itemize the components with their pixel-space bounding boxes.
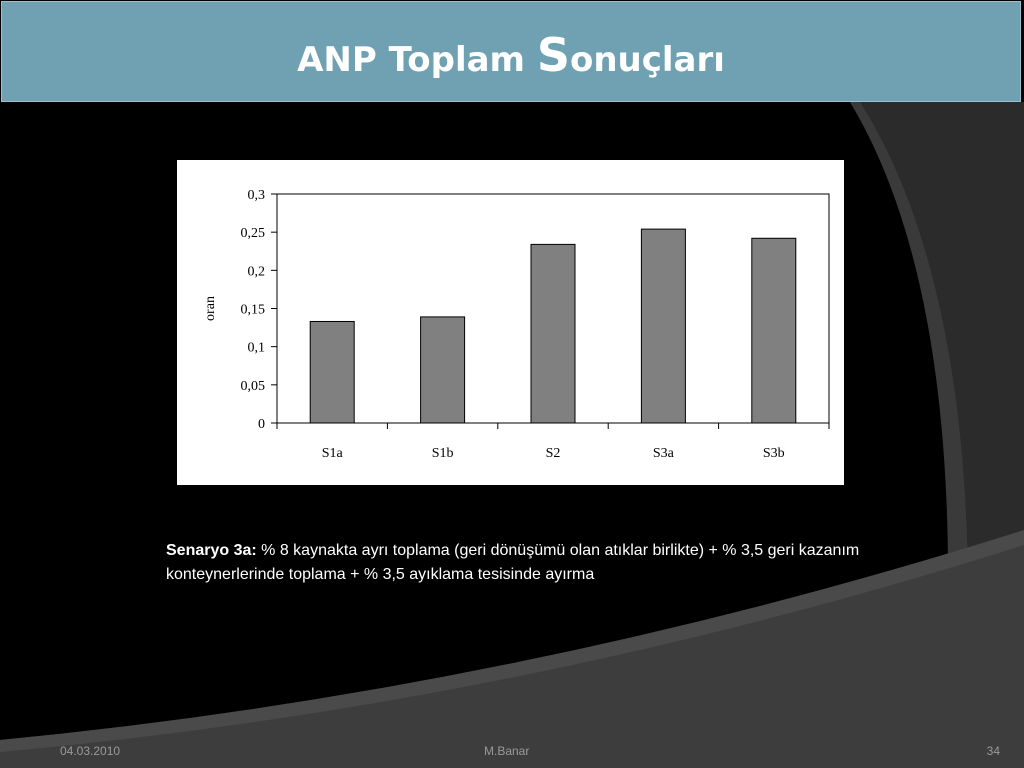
bar-s2 bbox=[531, 244, 575, 423]
x-category-label: S3a bbox=[652, 446, 674, 461]
footer-page-number: 34 bbox=[986, 744, 1000, 758]
bar-s1a bbox=[310, 321, 354, 423]
y-tick-label: 0 bbox=[258, 417, 265, 432]
y-axis-label: oran bbox=[203, 296, 218, 321]
title-suffix: onuçları bbox=[569, 40, 725, 80]
y-tick-label: 0,1 bbox=[247, 340, 265, 356]
x-category-label: S1a bbox=[321, 446, 343, 461]
bar-s3a bbox=[641, 229, 685, 423]
chart-container bbox=[177, 160, 844, 485]
footer-author: M.Banar bbox=[484, 744, 530, 758]
title-prefix: ANP Toplam bbox=[297, 40, 537, 80]
caption-scenario-label: Senaryo 3a: bbox=[166, 542, 257, 559]
y-tick-label: 0,2 bbox=[247, 264, 265, 280]
y-tick-label: 0,3 bbox=[247, 188, 265, 203]
x-category-label: S3b bbox=[762, 446, 785, 461]
title-capital-letter: S bbox=[536, 28, 570, 82]
y-tick-label: 0,15 bbox=[240, 302, 265, 318]
slide-title bbox=[2, 2, 1020, 103]
y-tick-label: 0,05 bbox=[240, 378, 265, 394]
x-category-label: S2 bbox=[545, 446, 561, 461]
bar-s3b bbox=[752, 238, 796, 423]
bar-chart bbox=[177, 160, 844, 485]
bar-s1b bbox=[421, 317, 465, 423]
x-category-label: S1b bbox=[431, 446, 454, 461]
title-bar bbox=[1, 1, 1021, 102]
footer-date: 04.03.2010 bbox=[60, 744, 121, 758]
caption-scenario-text: % 8 kaynakta ayrı toplama (geri dönüşümü olan atıklar birlikte) + % 3,5 geri kazanım konteynerlerinde toplama + % 3,5 ayıklama tesisinde ayırma bbox=[166, 542, 860, 583]
scenario-caption bbox=[166, 539, 966, 587]
y-tick-label: 0,25 bbox=[240, 226, 265, 242]
